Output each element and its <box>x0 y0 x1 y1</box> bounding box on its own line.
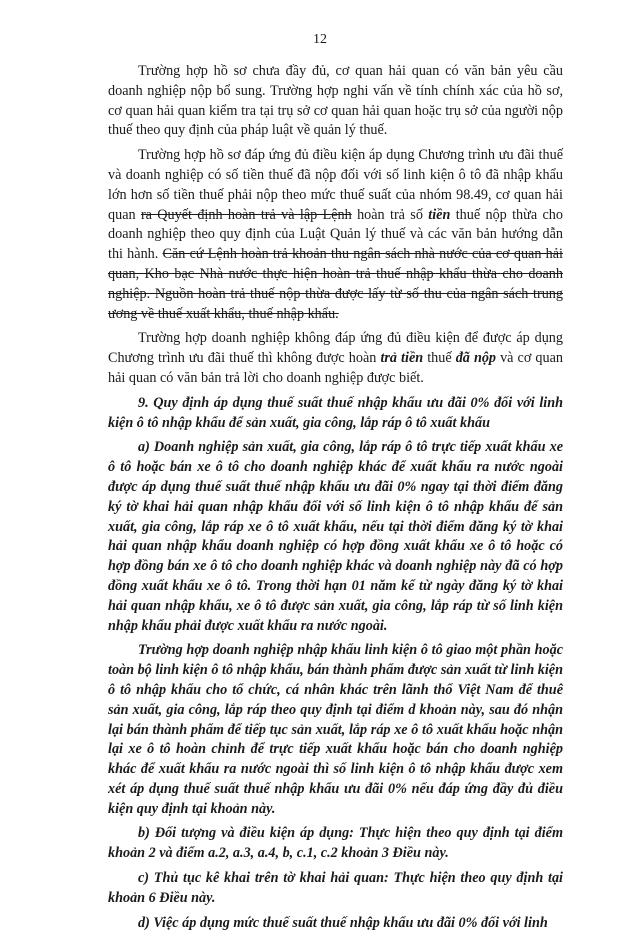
inserted-text: trả tiền <box>380 350 424 367</box>
text-run: thuế <box>423 350 456 367</box>
section-heading-9: 9. Quy định áp dụng thuế suất thuế nhập khẩu ưu đãi 0% đối với linh kiện ô tô nhập khẩu để sản xuất, gia công, lắp ráp ô tô xuất khẩu <box>108 394 563 431</box>
text-run: thuế nộp thừa cho doanh nghiệp theo quy định của Luật Quản lý thuế và các văn bản hướng dẫn thi hành. <box>108 206 563 263</box>
paragraph-a: a) Doanh nghiệp sản xuất, gia công, lắp ráp ô tô trực tiếp xuất khẩu xe ô tô hoặc bán xe ô tô cho doanh nghiệp khác để xuất khẩu ra nước ngoài được áp dụng thuế suất thuế nhập khẩu ưu đãi 0% ngay tại thời điểm đăng ký tờ khai hải quan nhập khẩu đối với số linh kiện ô tô nhập khẩu để sản xuất, gia công, lắp ráp xe ô tô xuất khẩu, nếu tại thời điểm đăng ký tờ khai hải quan nhập khẩu doanh nghiệp có hợp đồng xuất khẩu xe ô tô hoặc có hợp đồng bán xe ô tô cho doanh nghiệp khác và doanh nghiệp này đã có hợp đồng xuất khẩu xe ô tô. Trong thời hạn 01 năm kể từ ngày đăng ký tờ khai hải quan nhập khẩu, xe ô tô được sản xuất, gia công, lắp ráp từ số linh kiện nhập khẩu phải được xuất khẩu ra nước ngoài. <box>108 439 563 634</box>
text-run: Trường hợp doanh nghiệp không đáp ứng đủ điều kiện để được áp dụng Chương trình ưu đãi thuế thì không được hoàn <box>108 330 563 367</box>
document-body <box>108 62 563 938</box>
inserted-text: tiền <box>428 206 451 223</box>
paragraph-not-eligible <box>108 329 563 388</box>
paragraph-c: c) Thủ tục kê khai trên tờ khai hải quan: Thực hiện theo quy định tại khoản 6 Điều này. <box>108 870 563 906</box>
page-number: 12 <box>313 32 327 47</box>
paragraph-a-continued: Trường hợp doanh nghiệp nhập khẩu linh kiện ô tô giao một phần hoặc toàn bộ linh kiện ô tô nhập khẩu, bán thành phẩm được sản xuất từ linh kiện ô tô nhập khẩu cho tổ chức, cá nhân khác trên lãnh thổ Việt Nam để thuê sản xuất, gia công, lắp ráp theo quy định tại điểm d khoản này, sau đó nhận lại bán thành phẩm để tiếp tục sản xuất, lắp ráp xe ô tô xuất khẩu hoặc nhận lại xe ô tô hoàn chỉnh để trực tiếp xuất khẩu hoặc bán cho doanh nghiệp khác để xuất khẩu ra nước ngoài thì số linh kiện ô tô nhập khẩu được xem xét áp dụng thuế suất thuế nhập khẩu ưu đãi 0% nếu đáp ứng đầy đủ điều kiện quy định tại khoản này. <box>108 642 563 817</box>
paragraph-d: d) Việc áp dụng mức thuế suất thuế nhập khẩu ưu đãi 0% đối với linh <box>138 914 548 931</box>
inserted-text: đã nộp <box>455 350 497 367</box>
struck-text: Căn cứ Lệnh hoàn trả khoản thu ngân sách nhà nước của cơ quan hải quan, Kho bạc Nhà nước thực hiện hoàn trả thuế nhập khẩu thừa cho doanh nghiệp. Nguồn hoàn trả thuế nộp thừa được lấy từ số thu của ngân sách trung ương về thuế xuất khẩu, thuế nhập khẩu. <box>108 246 563 322</box>
struck-text: ra Quyết định hoàn trả và lập Lệnh <box>140 206 352 223</box>
paragraph-incomplete-dossier: Trường hợp hồ sơ chưa đầy đủ, cơ quan hải quan có văn bản yêu cầu doanh nghiệp nộp bổ sung. Trường hợp nghi vấn về tính chính xác của hồ sơ, cơ quan hải quan kiểm tra tại trụ sở cơ quan hải quan hoặc trụ sở của người nộp thuế theo quy định của pháp luật về quản lý thuế. <box>108 63 563 139</box>
text-run: hoàn trả số <box>351 206 429 223</box>
text-run: và cơ quan hải quan có văn bản trả lời cho doanh nghiệp được biết. <box>108 350 563 386</box>
paragraph-b: b) Đối tượng và điều kiện áp dụng: Thực hiện theo quy định tại điểm khoản 2 và điểm a.2, a.3, a.4, b, c.1, c.2 khoản 3 Điều này. <box>108 825 563 862</box>
text-run: Trường hợp hồ sơ đáp ứng đủ điều kiện áp dụng Chương trình ưu đãi thuế và doanh nghiệp có số tiền thuế đã nộp đối với số linh kiện ô tô đã nhập khẩu lớn hơn số tiền thuế phải nộp theo mức thuế suất của nhóm 98.49, cơ quan hải quan <box>108 147 563 223</box>
paragraph-eligible-refund <box>108 146 563 324</box>
